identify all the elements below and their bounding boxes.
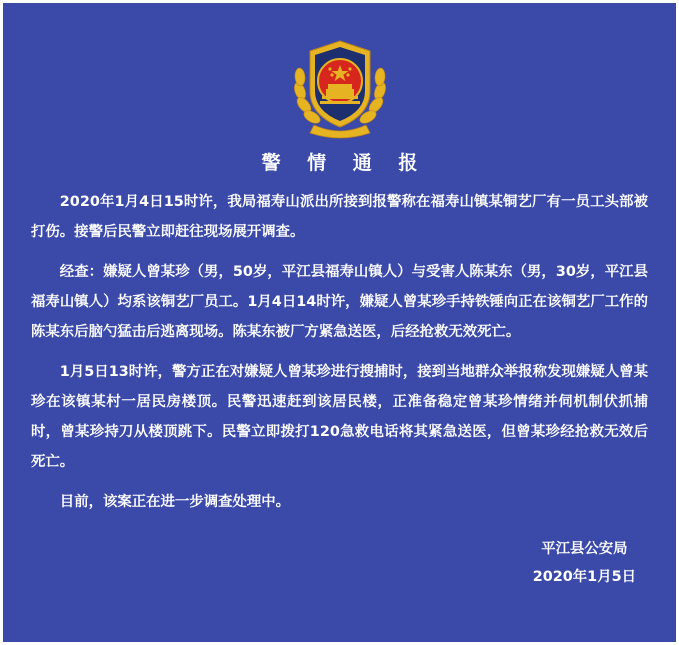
paragraph-report: 2020年1月4日15时许，我局福寿山派出所接到报警称在福寿山镇某铜艺厂有一员工头部被打伤。接警后民警立即赶往现场展开调查。 [31, 194, 648, 240]
police-emblem-icon [286, 33, 394, 141]
paragraph-investigation: 经查：嫌疑人曾某珍（男，50岁，平江县福寿山镇人）与受害人陈某东（男，30岁，平江县福寿山镇人）均系该铜艺厂员工。1月4日14时许，嫌疑人曾某珍手持铁锤向正在该铜艺厂工作的陈某东后脑勺猛击后逃离现场。陈某东被厂方紧急送医，后经抢救无效死亡。 [31, 264, 648, 340]
notice-title: 警 情 通 报 [261, 152, 428, 174]
issuer: 平江县公安局 [541, 541, 628, 557]
paragraph-status: 目前，该案正在进一步调查处理中。 [59, 494, 291, 510]
notice-panel [3, 3, 676, 642]
paragraph-search: 1月5日13时许，警方正在对嫌疑人曾某珍进行搜捕时，接到当地群众举报称发现嫌疑人曾某珍在该镇某村一居民房楼顶。民警迅速赶到该居民楼，正准备稳定曾某珍情绪并伺机制伏抓捕时，曾某珍持刀从楼顶跳下。民警立即拨打120急救电话将其紧急送医，但曾某珍经抢救无效后死亡。 [31, 364, 648, 470]
issue-date: 2020年1月5日 [532, 569, 636, 585]
signature-block [533, 535, 636, 591]
notice-body [31, 187, 648, 527]
